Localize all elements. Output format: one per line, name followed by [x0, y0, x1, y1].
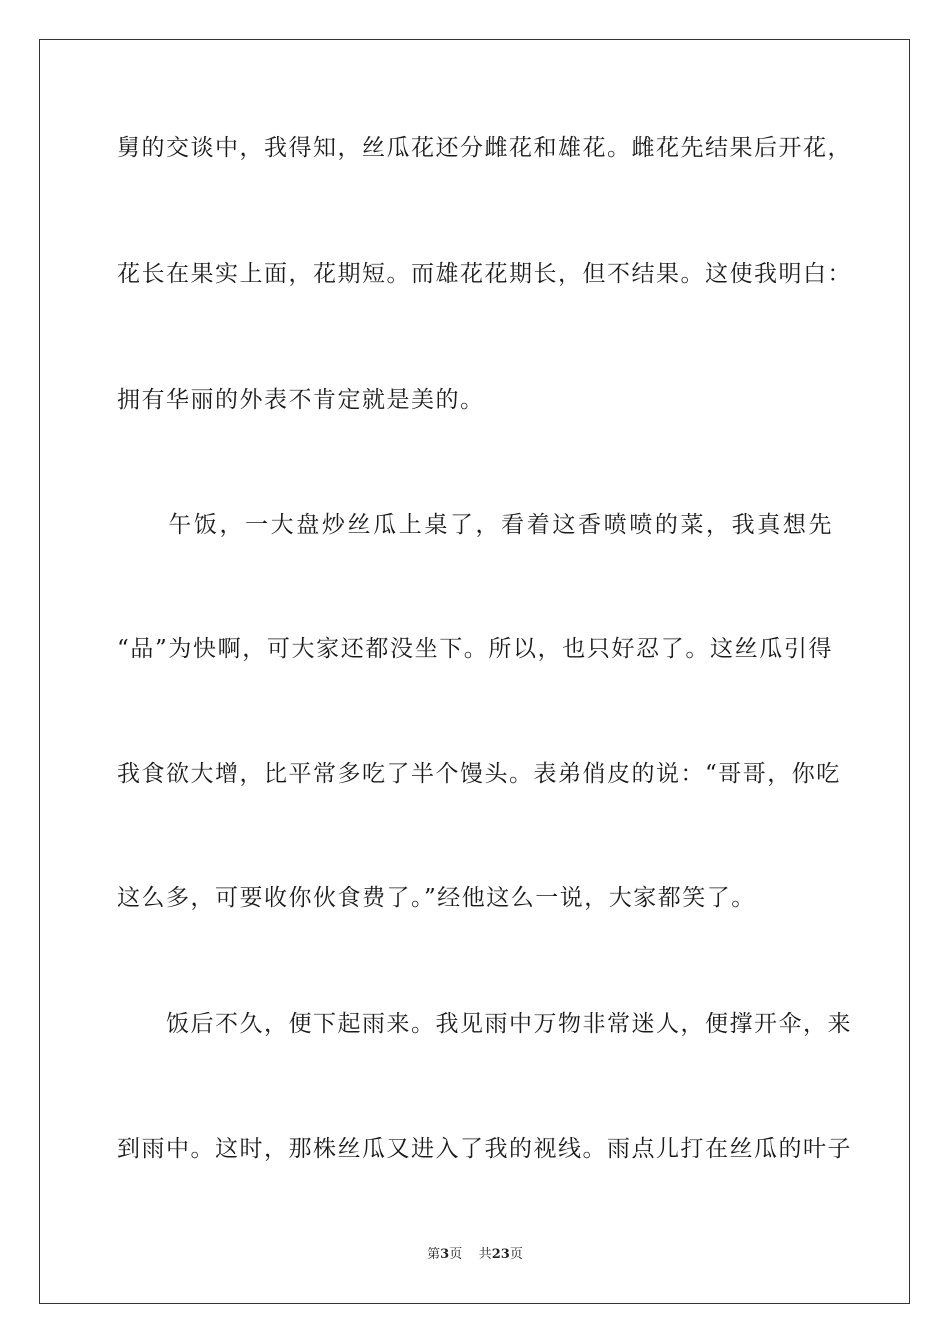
page-prefix: 第	[427, 1247, 441, 1262]
page-number: 3	[440, 1247, 450, 1262]
text-line: 舅的交谈中，我得知，丝瓜花还分雌花和雄花。雌花先结果后开花，	[117, 135, 852, 161]
total-prefix: 共	[478, 1247, 492, 1262]
text-line: 午饭，一大盘炒丝瓜上桌了，看着这香喷喷的菜，我真想先	[117, 512, 833, 538]
text-line: 我食欲大增，比平常多吃了半个馒头。表弟俏皮的说：“哥哥，你吃	[117, 761, 841, 787]
text-line: “品”为快啊，可大家还都没坐下。所以，也只好忍了。这丝瓜引得	[117, 636, 833, 662]
total-suffix: 页	[509, 1247, 523, 1262]
text-line: 花长在果实上面，花期短。而雄花花期长，但不结果。这使我明白：	[117, 261, 852, 287]
text-line: 这么多，可要收你伙食费了。”经他这么一说，大家都笑了。	[117, 885, 756, 911]
text-line: 到雨中。这时，那株丝瓜又进入了我的视线。雨点儿打在丝瓜的叶子	[117, 1136, 852, 1162]
page-border	[39, 39, 910, 1304]
page-suffix: 页	[449, 1247, 463, 1262]
page-footer	[0, 1246, 950, 1264]
text-line: 拥有华丽的外表不肯定就是美的。	[117, 387, 485, 413]
total-pages: 23	[491, 1247, 510, 1262]
text-line: 饭后不久，便下起雨来。我见雨中万物非常迷人，便撑开伞，来	[117, 1011, 852, 1037]
